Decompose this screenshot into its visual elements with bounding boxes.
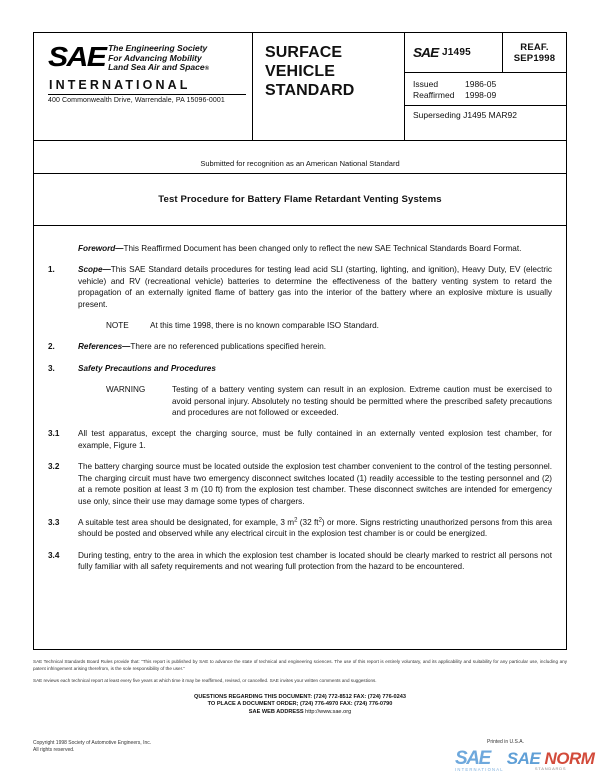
section-scope — [48, 264, 552, 310]
issued-label: Issued — [413, 79, 439, 89]
reaffirmed-row — [413, 90, 566, 101]
subsection-3-2-number: 3.2 — [48, 462, 60, 472]
section-references-number: 2. — [48, 342, 55, 352]
document-body — [34, 226, 566, 583]
foreword-lead: Foreword— — [78, 244, 124, 253]
copyright-block — [33, 740, 151, 754]
sae-logo-cell — [34, 33, 253, 140]
reaffirmed-badge-line2: SEP1998 — [513, 52, 556, 64]
foreword-text — [78, 243, 552, 254]
watermark-sae-mark: SAE — [455, 747, 490, 769]
document-number: J1495 — [442, 47, 471, 58]
sae-tagline — [108, 43, 209, 75]
subsection-3-1-number: 3.1 — [48, 429, 60, 439]
standard-type-line3: STANDARD — [265, 82, 355, 99]
registered-trademark-icon: ® — [204, 66, 210, 73]
document-header — [34, 33, 566, 141]
sae-tagline-line2: For Advancing Mobility — [108, 52, 202, 63]
superseding-note: Superseding J1495 MAR92 — [405, 105, 566, 120]
warning-text: Testing of a battery venting system can result in an explosion. Extreme caution must be exercised to avoid personal injury. Absolutely no testing should be permitted where the prescribed safety precautions and procedures are not followed or exceeded. — [172, 385, 552, 418]
standard-type-line2: VEHICLE — [265, 63, 336, 80]
sae-tagline-line1: The Engineering Society — [108, 43, 208, 53]
issued-row — [413, 79, 566, 90]
issued-value: 1986-05 — [465, 79, 497, 89]
copyright-line-1: Copyright 1998 Society of Automotive Engineers, Inc. — [33, 740, 152, 746]
subsection-3-3-part1: A suitable test area should be designated, for example, 3 m — [78, 517, 295, 527]
subsection-3-4-number: 3.4 — [48, 550, 60, 560]
contact-questions-line: QUESTIONS REGARDING THIS DOCUMENT: (724) 772-8512 FAX: (724) 776-0243 — [193, 693, 406, 700]
section-scope-body: This SAE Standard details procedures for testing lead acid SLI (starting, lighting, and ignition), Heavy Duty, EV (electric vehicle) and RV (recreational vehicle) batteries to determine the effectiveness of the battery venting system to retard the propagation of an externally ignited flame of battery gas into the interior of the battery where an explosive mixture is usually present. — [78, 265, 552, 309]
copyright-line-2: All rights reserved. — [33, 747, 75, 753]
issue-dates-cell — [405, 73, 566, 140]
section-safety — [48, 363, 552, 374]
subsection-3-3-superscript-1: 2 — [294, 517, 298, 524]
subsection-3-1 — [48, 428, 552, 451]
watermark-norm-words — [507, 750, 595, 767]
sae-norm-watermark — [455, 745, 597, 775]
sae-small-logo-mark: SAE — [413, 45, 439, 60]
reaffirmed-label: Reaffirmed — [413, 90, 455, 100]
watermark-norm-sub: STANDARDS — [534, 765, 567, 771]
subsection-3-1-text: All test apparatus, except the charging source, must be fully contained in an externally vented explosion test chamber, for example, Figure 1. — [78, 429, 552, 450]
standard-type-cell — [253, 33, 405, 140]
section-references-lead: References— — [78, 342, 131, 352]
subsection-3-2-text: The battery charging source must be located outside the explosion test chamber convenient to the control of the testing personnel. The charging circuit must have two emergency disconnect switches located (1) readily accessible to the testing personnel and (2) at a remote position at least 3 m (10 ft) from the explosion test chamber. These disconnect switches are intended for emergency use only, since their use may damage some types of chargers. — [78, 462, 552, 506]
subsection-3-2 — [48, 461, 552, 507]
standards-board-disclaimer: SAE Technical Standards Board Rules provide that: “This report is published by SAE to advance the state of technical and engineering sciences. The use of this report is entirely voluntary, and its applicability and suitability for any particular use, including any patent infringement arising therefrom, is the sole responsibility of the user.” — [33, 659, 567, 671]
foreword-body: This Reaffirmed Document has been changed only to reflect the new SAE Technical Standards Board Format. — [123, 244, 522, 253]
section-scope-lead: Scope— — [78, 265, 111, 275]
document-number-row — [405, 33, 566, 73]
submitted-for-recognition-bar — [34, 141, 566, 174]
sae-international-word: INTERNATIONAL — [49, 77, 191, 92]
watermark-norm-logo — [507, 750, 595, 771]
watermark-norm-word1: SAE — [506, 748, 541, 768]
web-address-label: SAE WEB ADDRESS — [248, 708, 304, 715]
page-title: Test Procedure for Battery Flame Retardant Venting Systems — [158, 194, 442, 205]
section-safety-heading: Safety Precautions and Procedures — [78, 363, 216, 373]
web-address-url[interactable]: http://www.sae.org — [305, 708, 352, 715]
contact-info-block — [33, 694, 567, 717]
document-frame — [33, 32, 567, 650]
note-text: At this time 1998, there is no known comparable ISO Standard. — [150, 321, 379, 331]
watermark-norm-word2: NORM — [544, 748, 595, 768]
subsection-3-3-part2: (32 ft — [297, 517, 319, 527]
section-references-body: There are no referenced publications specified herein. — [130, 342, 327, 352]
section-safety-number: 3. — [48, 363, 55, 373]
subsection-3-3-text — [78, 517, 552, 540]
sae-tagline-line3: Land Sea Air and Space — [108, 62, 205, 73]
logo-divider-rule — [48, 94, 246, 95]
subsection-3-4 — [48, 550, 552, 573]
page-footer — [33, 659, 567, 717]
subsection-3-3-part3: ) or more. Signs restricting unauthorized persons from this area should be posted and observed while any electrical circuit in the explosion test chamber is or could be energized. — [78, 517, 552, 539]
warning-paragraph — [106, 384, 552, 418]
section-references — [48, 341, 552, 352]
sae-address: 400 Commonwealth Drive, Warrendale, PA 15096-0001 — [48, 96, 225, 104]
subsection-3-3-superscript-2: 2 — [318, 517, 322, 524]
subsection-3-3 — [48, 517, 552, 540]
section-scope-number: 1. — [48, 265, 55, 275]
sae-logo-mark: SAE — [48, 41, 106, 72]
foreword-paragraph — [48, 243, 552, 254]
subsection-3-3-number: 3.3 — [48, 517, 60, 527]
submitted-for-recognition-text: Submitted for recognition as an American National Standard — [200, 159, 400, 168]
section-scope-text — [78, 264, 552, 310]
note-paragraph — [106, 320, 552, 331]
document-title-bar — [34, 174, 566, 226]
contact-web-line — [33, 709, 567, 717]
document-number-cell — [405, 33, 503, 72]
foreword-number — [48, 243, 78, 254]
reaffirmed-badge-line1: REAF. — [520, 41, 549, 53]
document-meta-cell — [405, 33, 566, 140]
printed-in-note: Printed in U.S.A. — [487, 739, 524, 745]
section-references-text — [78, 341, 552, 352]
contact-order-line: TO PLACE A DOCUMENT ORDER; (724) 776-4970 FAX: (724) 776-0790 — [207, 701, 393, 708]
watermark-sae-sub: INTERNATIONAL — [455, 766, 504, 772]
note-tag: NOTE — [106, 321, 129, 331]
standard-type-line1: SURFACE — [265, 44, 343, 61]
review-policy-note: SAE reviews each technical report at least every five years at which time it may be reaffirmed, revised, or cancelled. SAE invites your written comments and suggestions. — [33, 678, 377, 684]
warning-tag: WARNING — [106, 385, 146, 395]
watermark-sae-logo — [455, 749, 504, 772]
reaffirmed-value: 1998-09 — [465, 90, 497, 100]
subsection-3-4-text: During testing, entry to the area in which the explosion test chamber is located should be clearly marked to restrict all persons not fully familiar with all safety requirements and not wearing full protection from the hazard to be encountered. — [78, 550, 552, 572]
reaffirmed-badge — [503, 33, 566, 72]
issue-dates-list — [413, 79, 566, 101]
